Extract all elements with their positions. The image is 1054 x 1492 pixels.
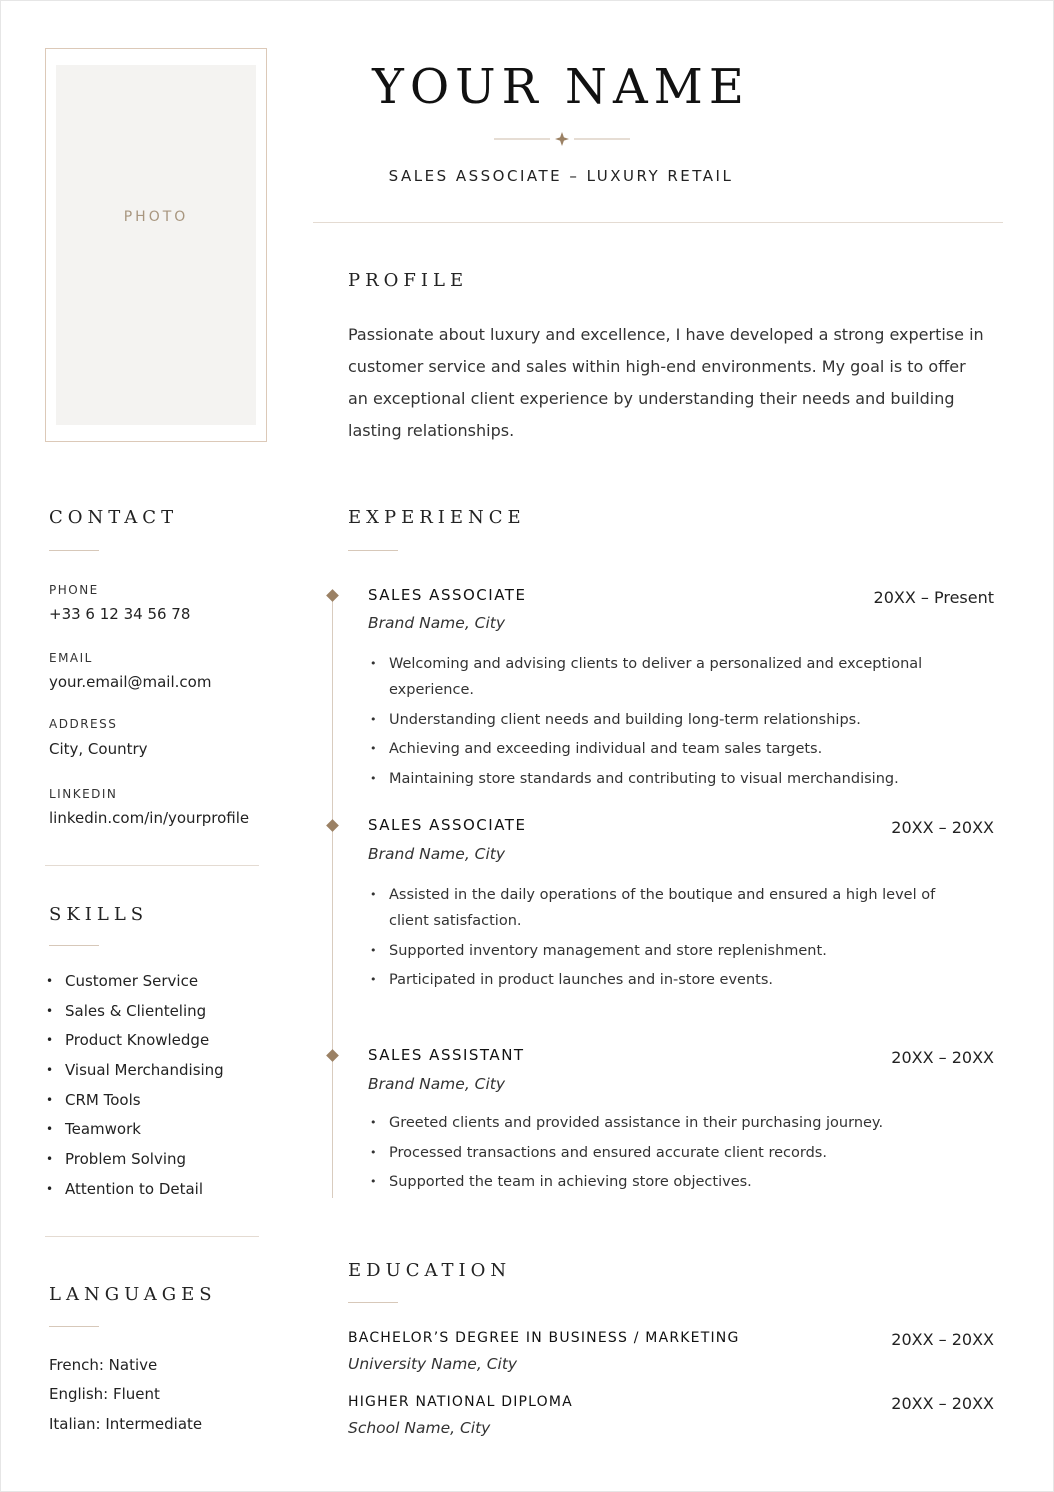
education-school: University Name, City bbox=[348, 1355, 518, 1373]
job-bullet: • Understanding client needs and building long-term relationships. bbox=[368, 707, 998, 733]
skill-item: • Attention to Detail bbox=[45, 1177, 224, 1207]
address-label: ADDRESS bbox=[49, 717, 118, 731]
job-bullet: • Supported the team in achieving store objectives. bbox=[368, 1169, 998, 1195]
skills-underline bbox=[49, 945, 99, 946]
job-bullets bbox=[368, 1110, 998, 1199]
job-title: SALES ASSOCIATE bbox=[368, 586, 527, 604]
education-degree: HIGHER NATIONAL DIPLOMA bbox=[348, 1394, 573, 1410]
job-date: 20XX – 20XX bbox=[891, 818, 994, 837]
job-bullet: • Participated in product launches and in-store events. bbox=[368, 967, 943, 993]
job-bullet: • Supported inventory management and store replenishment. bbox=[368, 938, 943, 964]
job-subtitle: SALES ASSOCIATE – LUXURY RETAIL bbox=[388, 167, 734, 185]
language-item: English: Fluent bbox=[49, 1385, 160, 1403]
linkedin-label: LINKEDIN bbox=[49, 787, 118, 801]
photo-frame bbox=[45, 48, 267, 442]
education-date: 20XX – 20XX bbox=[891, 1330, 994, 1349]
ornament-divider-icon bbox=[494, 131, 630, 147]
job-bullet: • Maintaining store standards and contributing to visual merchandising. bbox=[368, 766, 998, 792]
skills-divider bbox=[45, 1236, 259, 1237]
skill-item: • Product Knowledge bbox=[45, 1028, 224, 1058]
job-bullets bbox=[368, 651, 998, 795]
education-school: School Name, City bbox=[348, 1419, 491, 1437]
photo-placeholder[interactable] bbox=[56, 65, 256, 425]
profile-heading: PROFILE bbox=[348, 270, 469, 291]
language-item: French: Native bbox=[49, 1356, 158, 1374]
job-title: SALES ASSOCIATE bbox=[368, 816, 527, 834]
education-heading: EDUCATION bbox=[348, 1260, 512, 1281]
languages-underline bbox=[49, 1326, 99, 1327]
timeline-diamond-icon bbox=[326, 1049, 339, 1062]
job-bullet: • Greeted clients and provided assistance in their purchasing journey. bbox=[368, 1110, 998, 1136]
job-bullet: • Achieving and exceeding individual and team sales targets. bbox=[368, 736, 998, 762]
address-value: City, Country bbox=[49, 740, 148, 758]
job-date: 20XX – Present bbox=[873, 588, 994, 607]
skill-item: • Sales & Clienteling bbox=[45, 999, 224, 1029]
job-bullet: • Assisted in the daily operations of the boutique and ensured a high level of client satisfaction. bbox=[368, 882, 943, 934]
contact-underline bbox=[49, 550, 99, 551]
contact-heading: CONTACT bbox=[49, 507, 179, 528]
skill-item: • Problem Solving bbox=[45, 1147, 224, 1177]
photo-label: PHOTO bbox=[123, 209, 189, 225]
language-item: Italian: Intermediate bbox=[49, 1415, 203, 1433]
phone-label: PHONE bbox=[49, 583, 99, 597]
skill-item: • Teamwork bbox=[45, 1117, 224, 1147]
header-divider bbox=[313, 222, 1003, 223]
education-degree: BACHELOR’S DEGREE IN BUSINESS / MARKETING bbox=[348, 1330, 740, 1346]
experience-underline bbox=[348, 550, 398, 551]
skill-item: • CRM Tools bbox=[45, 1088, 224, 1118]
education-date: 20XX – 20XX bbox=[891, 1394, 994, 1413]
experience-timeline bbox=[332, 596, 333, 1198]
experience-heading: EXPERIENCE bbox=[348, 507, 526, 528]
contact-divider bbox=[45, 865, 259, 866]
skills-heading: SKILLS bbox=[49, 904, 149, 925]
job-bullet: • Welcoming and advising clients to deliver a personalized and exceptional experience. bbox=[368, 651, 998, 703]
skill-item: • Visual Merchandising bbox=[45, 1058, 224, 1088]
skills-list bbox=[45, 969, 224, 1207]
email-label: EMAIL bbox=[49, 651, 93, 665]
email-value[interactable]: your.email@mail.com bbox=[49, 673, 212, 691]
job-company: Brand Name, City bbox=[368, 1075, 506, 1093]
job-bullets bbox=[368, 882, 943, 997]
job-company: Brand Name, City bbox=[368, 614, 506, 632]
job-bullet: • Processed transactions and ensured accurate client records. bbox=[368, 1140, 998, 1166]
linkedin-value[interactable]: linkedin.com/in/yourprofile bbox=[49, 809, 250, 827]
timeline-diamond-icon bbox=[326, 819, 339, 832]
languages-heading: LANGUAGES bbox=[49, 1284, 217, 1305]
phone-value[interactable]: +33 6 12 34 56 78 bbox=[49, 605, 191, 623]
education-underline bbox=[348, 1302, 398, 1303]
job-company: Brand Name, City bbox=[368, 845, 506, 863]
profile-text: Passionate about luxury and excellence, I have developed a strong expertise in customer service and sales within high-end environments. My goal is to offer an exceptional client experience by understanding their needs and building lasting relationships. bbox=[348, 325, 984, 440]
timeline-diamond-icon bbox=[326, 589, 339, 602]
skill-item: • Customer Service bbox=[45, 969, 224, 999]
job-title: SALES ASSISTANT bbox=[368, 1046, 525, 1064]
job-date: 20XX – 20XX bbox=[891, 1048, 994, 1067]
candidate-name: YOUR NAME bbox=[372, 59, 750, 115]
